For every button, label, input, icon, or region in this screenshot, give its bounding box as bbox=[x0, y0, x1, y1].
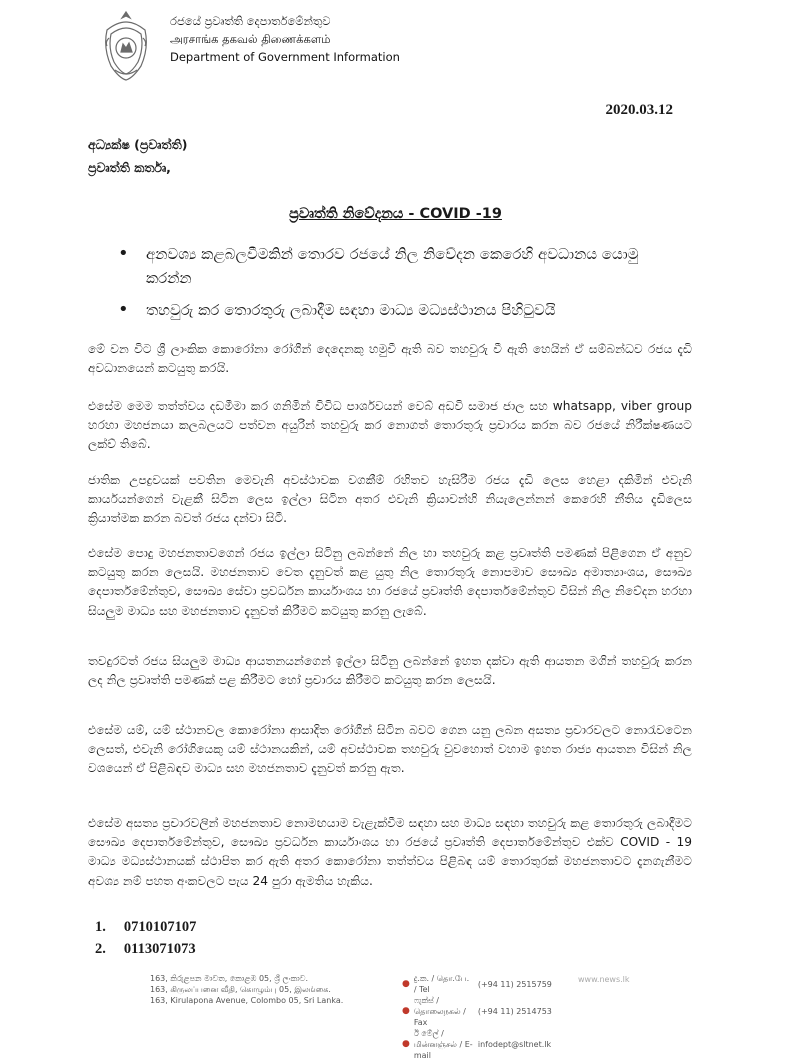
hotline-index: 1. bbox=[95, 919, 106, 935]
org-name-sinhala: රජයේ ප්‍රවෘත්ති දෙපාර්තමේන්තුව bbox=[170, 14, 331, 28]
body-paragraph-5: තවදුරටත් රජය සියලුම මාධ්‍ය ආයතනයන්ගෙන් ඉල්ලා සිටිනු ලබන්නේ ඉහත දක්වා ඇති ආයතන මගින් තහවුරු කරන ලද නිල ප්‍රවෘත්ති පමණක් පළ කිරීමට හෝ ප්‍රචාරය කිරීමට කටයුතු කරන ලෙසයි. bbox=[88, 654, 692, 688]
body-paragraph-2: එසේම මෙම තත්ත්වය දඩමීමා කර ගනිමින් විවිධ පාර්ශවයන් වෙබ් අඩවි සමාජ ජාල සහ whatsapp, viber group හරහා මහජනයා කලබලයට පත්වන අයුරින් තහවුරු කර නොගත් තොරතුරු ප්‍රචාරය කරන බව රජයේ නිරීක්ෂණයට ලක්ව් තිබේ. bbox=[88, 399, 692, 452]
sri-lanka-emblem-icon bbox=[95, 8, 157, 84]
headline-bullets bbox=[118, 242, 678, 330]
footer-fax-row bbox=[402, 995, 552, 1028]
fax-icon: ● bbox=[402, 1006, 410, 1016]
hotline-number: 0113071073 bbox=[123, 941, 196, 957]
headline-bullet: • අනවශ්‍ය කළබලවීමකින් තොරව රජයේ නිල නිවේදන කෙරෙහි අවධානය යොමු කරන්න bbox=[118, 242, 678, 290]
footer-email-label: ඊ මේල් / மின்னஞ்சல் / E-mail bbox=[413, 1029, 473, 1060]
org-name-tamil: அரசாங்க தகவல் திணைக்களம் bbox=[170, 32, 331, 46]
body-paragraph-7: එසේම අසත්‍ය ප්‍රචාරවලින් මහජනතාව නොමඟයාම වැළැක්වීම සඳහා සහ මාධ්‍ය සඳහා තහවුරු කළ තොරතුරු ලබාදීමට සෞඛ්‍ය දෙපාර්තමේන්තුව, සෞඛ්‍ය ප්‍රවර්ධන කාර්යාංශය හා රජයේ ප්‍රවෘත්ති දෙපාර්තමේන්තුව එක්ව COVID - 19 මාධ්‍ය මධ්‍යස්ථානයක් ස්ථාපිත කර ඇති අතර කොරෝනා තත්ත්වය පිළිබඳ යම් තොරතුරක් මහජනතාවට දැනගැනීමට අවශ්‍ය නම් පහත අංකවලට පැය 24 පුරා ඇමතිය හැකිය. bbox=[88, 816, 692, 888]
phone-icon: ● bbox=[402, 978, 410, 989]
body-paragraph-1: මේ වන විට ශ්‍රී ලාංකික කොරෝනා රෝගීන් දෙදෙනකු හමුවී ඇති බව තහවුරු වී ඇති හෙයින් ඒ සම්බන්ධව රජය දැඩි අවධානයෙන් කටයුතු කරයි. bbox=[88, 342, 692, 376]
org-name-english: Department of Government Information bbox=[170, 50, 400, 64]
footer-email-row bbox=[402, 1028, 552, 1061]
hotline-number: 0710107107 bbox=[123, 919, 197, 935]
footer-website: www.news.lk bbox=[578, 975, 630, 984]
footer-fax-label: ෆැක්ස් / தொலைநகல் / Fax bbox=[413, 996, 466, 1027]
body-paragraph-6: එසේම යම්, යම් ස්ථානවල කොරෝනා ආසාදිත රෝගීන් සිටින බවට ගෙන යනු ලබන අසත්‍ය ප්‍රචාරවලට නොරැවටෙන ලෙසත්, එවැනි රෝගියෙකු යම් ස්ථානයකින්, යම් අවස්ථාවක තහවුරු වුවහොත් වහාම ඉහත රාජ්‍ය ආයතන විසින් නිල වශයෙන් ඒ පිළිබඳව මාධ්‍ය සහ මහජනතාව දැනුවත් කරනු ඇත. bbox=[88, 723, 692, 776]
footer-phone-label: දු.ක. / தொ.பே. / Tel bbox=[413, 974, 470, 994]
footer-address bbox=[150, 973, 343, 1006]
body-paragraph-3: ජාතික උපද්‍රවයක් පවතින මෙවැනි අවස්ථාවක වගකීම් රහිතව හැසිරීම රජය දැඩි ලෙස හෙළා දකිමින් එවැනි කාර්යයන්ගෙන් වැළකී සිටින ලෙස ඉල්ලා සිටින අතර එවැනි ක්‍රියාවන්හි නියැලෙන්නන් කෙරෙහි නීතිය දැඩිලෙස ක්‍රියාත්මක කරන බවත් රජය දන්වා සිටී. bbox=[88, 473, 692, 526]
addressee-line-1: අධ්‍යක්ෂ (ප්‍රවෘත්ති) bbox=[88, 137, 188, 152]
hotline-item bbox=[95, 938, 196, 960]
letter-date: 2020.03.12 bbox=[605, 102, 673, 118]
hotline-item bbox=[95, 916, 196, 938]
footer-phone-row bbox=[402, 973, 552, 995]
footer-address-english: 163, Kirulapona Avenue, Colombo 05, Sri Lanka. bbox=[150, 996, 344, 1005]
hotline-index: 2. bbox=[95, 941, 106, 957]
addressee-line-2: ප්‍රවෘත්ති කර්තෘ, bbox=[88, 160, 171, 175]
subject-heading: ප්‍රවෘත්ති නිවේදනය - COVID -19 bbox=[289, 206, 502, 222]
footer-fax: (+94 11) 2514753 bbox=[477, 1007, 552, 1016]
headline-bullet: • තහවුරු කර තොරතුරු ලබාදීම සඳහා මාධ්‍ය මධ්‍යස්ථානය පිහිටුවයි bbox=[118, 298, 678, 322]
body-paragraph-4: එසේම පොදු මහජනතාවගෙන් රජය ඉල්ලා සිටිනු ලබන්නේ නිල හා තහවුරු කළ ප්‍රවෘත්ති පමණක් පිළිගෙන ඒ අනුව කටයුතු කරන ලෙසයි. මහජනතාව වෙත දැනුවත් කළ යුතු නිල තොරතුරු නොපමාව සෞඛ්‍ය අමාත්‍යාංශය, සෞඛ්‍ය දෙපාර්තමේන්තුව, සෞඛ්‍ය සේවා ප්‍රවර්ධන කාර්යාංශය හා රජයේ ප්‍රවෘත්ති දෙපාර්තමේන්තුව විසින් නිල නිවේදන හරහා සියලුම මාධ්‍ය සහ මහජනතාව දැනුවත් කිරීමට කටයුතු කරනු ලැබේ. bbox=[88, 546, 692, 618]
email-icon: ● bbox=[402, 1039, 410, 1049]
footer-address-tamil: 163, கிருலப்பனை வீதி, கொழும்பு 05, இலங்கை. bbox=[150, 985, 331, 994]
hotline-numbers bbox=[95, 916, 196, 960]
footer-contacts bbox=[402, 973, 552, 1061]
footer-email: infodept@sltnet.lk bbox=[477, 1040, 552, 1049]
footer-address-sinhala: 163, කිරුළපන මාවත, කොළඹ 05, ශ්‍රී ලංකාව. bbox=[150, 974, 309, 983]
footer-phone: (+94 11) 2515759 bbox=[477, 979, 552, 989]
